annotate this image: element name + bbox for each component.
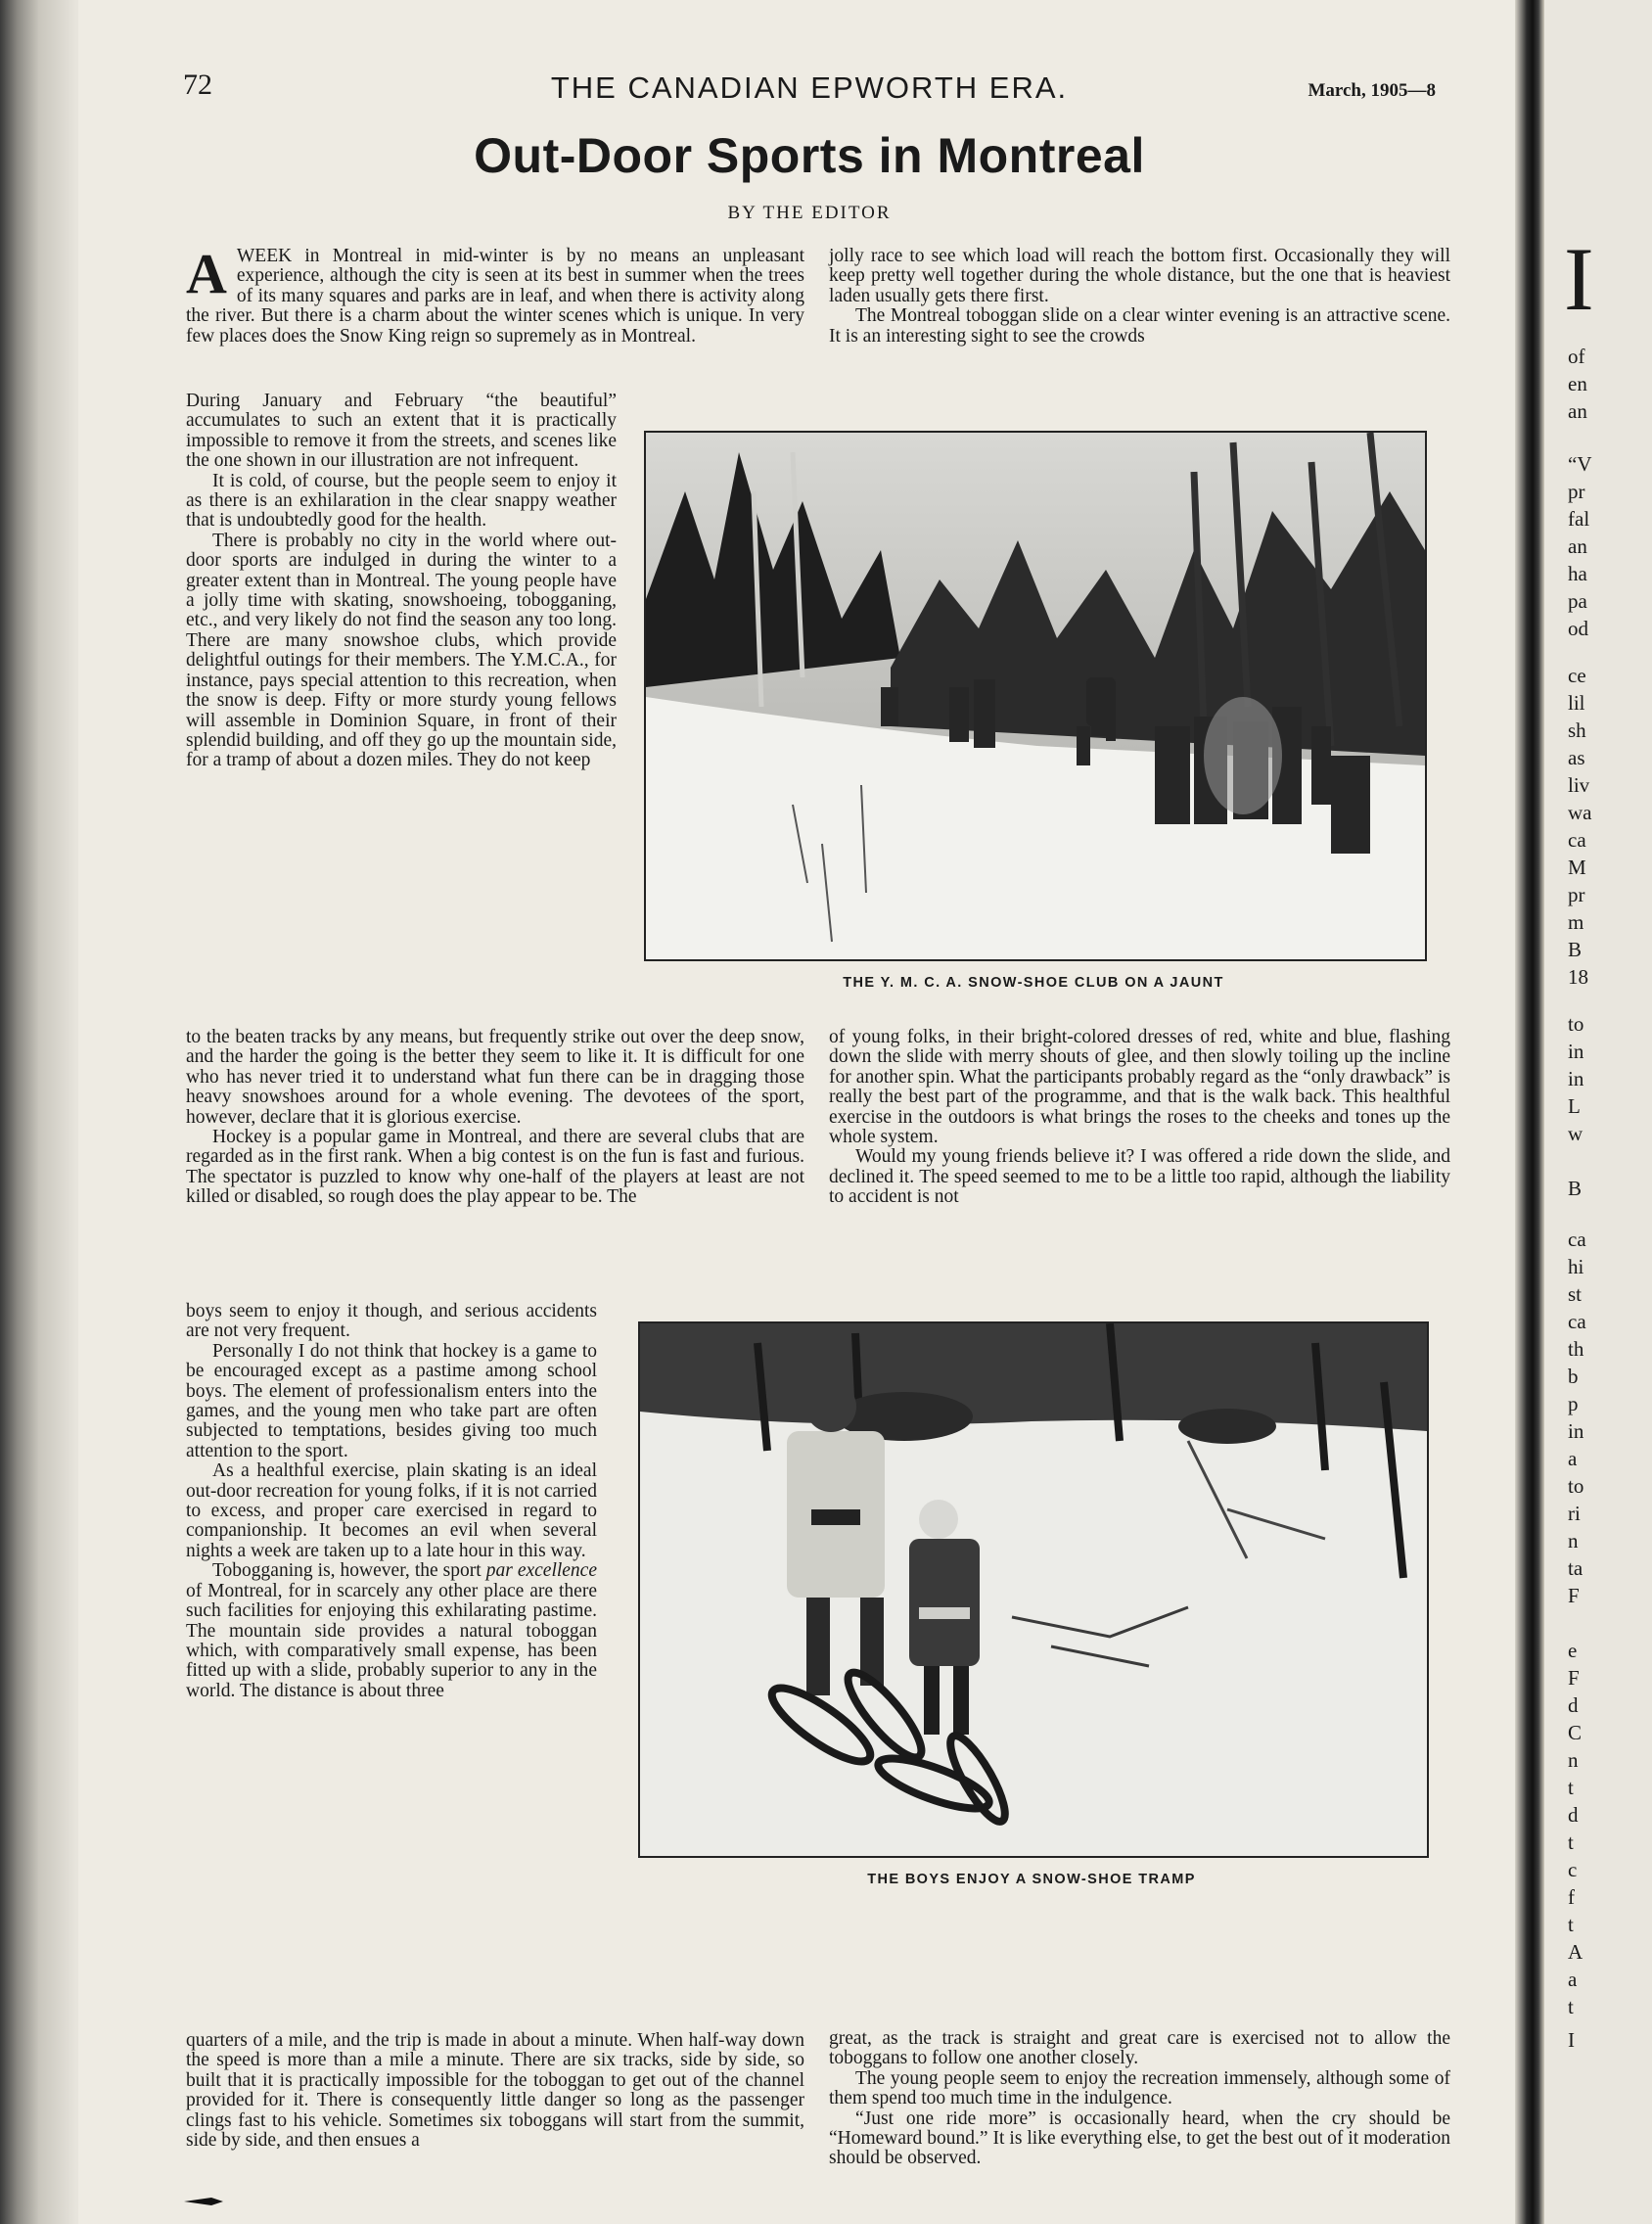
facing-page-fragment: of	[1568, 345, 1585, 368]
facing-page-fragment: an	[1568, 399, 1587, 423]
paragraph: During January and February “the beautiful” accumulates to such an extent that it is practically impossible to remove it from the streets, and scenes like the one shown in our illustration are not infrequent.	[186, 391, 617, 472]
facing-page-fragment: od	[1568, 617, 1588, 640]
facing-page-fragment: m	[1568, 910, 1584, 934]
facing-page-fragment: 18	[1568, 965, 1588, 989]
facing-page-fragment: liv	[1568, 773, 1590, 797]
facing-page-fragment: sh	[1568, 718, 1586, 742]
facing-page-fragment: “V	[1568, 452, 1592, 476]
facing-page-fragment: hi	[1568, 1255, 1584, 1278]
facing-page-fragment: M	[1568, 856, 1586, 879]
left-column-middle	[186, 1028, 804, 1208]
paragraph: boys seem to enjoy it though, and serious accidents are not very frequent.	[186, 1301, 597, 1342]
paragraph: The young people seem to enjoy the recreation immensely, although some of them spend too much time in the indulgence.	[829, 2067, 1450, 2109]
facing-page-fragment: L	[1568, 1094, 1581, 1118]
facing-page-fragment: pa	[1568, 589, 1587, 613]
page-binding-shadow	[0, 0, 78, 2224]
photo-boys-snowshoe-tramp	[638, 1321, 1429, 1858]
facing-page-fragment: C	[1568, 1721, 1583, 1744]
facing-page-fragment: lil	[1568, 691, 1585, 715]
facing-page-fragment: a	[1568, 1447, 1578, 1470]
journal-title: THE CANADIAN EPWORTH ERA.	[550, 70, 1069, 105]
facing-page-fragment: c	[1568, 1858, 1578, 1881]
paragraph: Personally I do not think that hockey is a game to be encouraged except as a pastime among school boys. The element of professionalism enters into the games, and the young men who take part are often subjected to temptations, besides giving too much attention to the sport.	[186, 1340, 597, 1461]
paragraph: quarters of a mile, and the trip is made in about a minute. When half-way down the speed is more than a mile a minute. There are six tracks, side by side, so built that it is practically impossible for the toboggan to get out of the channel provided for it. There is consequently little danger so long as the passenger clings fast to his vehicle. Sometimes six toboggans will start from the summit, side by side, and then ensues a	[186, 2030, 804, 2152]
facing-page-fragment: B	[1568, 1177, 1583, 1200]
facing-page-fragment: pr	[1568, 480, 1585, 503]
facing-page-fragment: d	[1568, 1693, 1579, 1717]
drop-cap: A	[186, 242, 227, 305]
article-byline: BY THE EDITOR	[727, 203, 892, 223]
article-title: Out-Door Sports in Montreal	[474, 128, 1145, 183]
left-column-bottom	[186, 2031, 804, 2151]
issue-date: March, 1905—8	[1308, 80, 1436, 101]
facing-page-fragment: ca	[1568, 1310, 1586, 1333]
left-column-narrow-1	[186, 392, 617, 771]
paragraph: Hockey is a popular game in Montreal, and there are several clubs that are regarded as in the first rank. When a big contest is on the fun is fast and furious. The spectator is puzzled to know why one-half of the players at least are not killed or disabled, so rough does the play appear to be. The	[186, 1127, 804, 1208]
facing-page-fragment: st	[1568, 1282, 1583, 1306]
photo-boys-snowshoe-tramp-image	[640, 1323, 1427, 1856]
facing-page-fragment: b	[1568, 1365, 1579, 1388]
right-column-bottom	[829, 2029, 1450, 2169]
facing-page-fragment: F	[1568, 1584, 1580, 1607]
paragraph: great, as the track is straight and great care is exercised not to allow the toboggans to follow one another closely.	[829, 2028, 1450, 2069]
facing-page-fragment: in	[1568, 1040, 1584, 1063]
facing-page-fragment: I	[1564, 229, 1594, 329]
facing-page-fragment: n	[1568, 1748, 1579, 1772]
facing-page-fragment: as	[1568, 746, 1585, 769]
facing-page-fragment: d	[1568, 1803, 1579, 1827]
facing-page-fragment: ca	[1568, 1228, 1586, 1251]
facing-page-fragment: B	[1568, 938, 1583, 961]
paragraph: As a healthful exercise, plain skating is an ideal out-door recreation for young folks, if it is not carried to excess, and proper care exercised in regard to companionship. It becomes an evil when several nights a week are taken up to a late hour in this way.	[186, 1460, 597, 1561]
pointing-hand-icon	[184, 2195, 223, 2208]
facing-page-fragment: a	[1568, 1968, 1578, 1991]
right-column-middle	[829, 1028, 1450, 1208]
facing-page-fragment: A	[1568, 1940, 1583, 1964]
facing-page-fragment: en	[1568, 372, 1587, 395]
paragraph: of young folks, in their bright-colored dresses of red, white and blue, flashing down the slide with merry shouts of glee, and then slowly toiling up the incline for another spin. What the participants probably regard as the “only drawback” is really the best part of the programme, and that is the walk back. This healthful exercise in the outdoors is what brings the roses to the cheeks and tones up the whole system.	[829, 1027, 1450, 1148]
facing-page-fragment: t	[1568, 1995, 1574, 2018]
book-gutter	[1515, 0, 1544, 2224]
facing-page-fragment: p	[1568, 1392, 1579, 1415]
facing-page-fragment: ri	[1568, 1502, 1581, 1525]
facing-page-fragment: ha	[1568, 562, 1587, 585]
left-column-narrow-2	[186, 1302, 597, 1701]
facing-page-fragment: to	[1568, 1012, 1584, 1036]
facing-page-fragment: in	[1568, 1419, 1584, 1443]
facing-page-edge	[1544, 0, 1652, 2224]
photo-snowshoe-club	[644, 431, 1427, 961]
paragraph: The Montreal toboggan slide on a clear winter evening is an attractive scene. It is an interesting sight to see the crowds	[829, 305, 1450, 347]
photo-snowshoe-club-image	[646, 433, 1425, 959]
facing-page-fragment: n	[1568, 1529, 1579, 1552]
paragraph: “Just one ride more” is occasionally heard, when the cry should be “Homeward bound.” It is like everything else, to get the best out of it moderation should be observed.	[829, 2108, 1450, 2169]
paragraph: jolly race to see which load will reach the bottom first. Occasionally they will keep pretty well together during the whole distance, but the one that is heaviest laden usually gets there first.	[829, 246, 1450, 306]
page-number: 72	[183, 69, 212, 101]
facing-page-fragment: pr	[1568, 883, 1585, 906]
facing-page-fragment: in	[1568, 1067, 1584, 1090]
paragraph: Tobogganing is, however, the sport par excellence of Montreal, for in scarcely any other place are there such facilities for enjoying this exhilarating pastime. The mountain side provides a natural toboggan which, with comparatively small expense, has been fitted up with a slide, probably superior to any in the world. The distance is about three	[186, 1560, 597, 1701]
facing-page-fragment: F	[1568, 1666, 1580, 1690]
facing-page-fragment: an	[1568, 534, 1587, 558]
right-column-top	[829, 247, 1450, 347]
paragraph: It is cold, of course, but the people seem to enjoy it as there is an exhilaration in the clear snappy weather that is undoubtedly good for the health.	[186, 470, 617, 532]
facing-page-fragment: w	[1568, 1122, 1583, 1145]
facing-page-fragment: t	[1568, 1776, 1574, 1799]
facing-page-fragment: I	[1568, 2028, 1575, 2052]
photo1-caption: THE Y. M. C. A. SNOW-SHOE CLUB ON A JAUNT	[843, 975, 1224, 991]
photo2-caption: THE BOYS ENJOY A SNOW-SHOE TRAMP	[867, 1872, 1196, 1887]
paragraph: to the beaten tracks by any means, but frequently strike out over the deep snow, and the harder the going is the better they seem to like it. It is difficult for one who has never tried it to understand what fun there can be in dragging those heavy snowshoes around for a whole evening. The devotees of the sport, however, declare that it is glorious exercise.	[186, 1027, 804, 1128]
facing-page-fragment: wa	[1568, 801, 1592, 824]
paragraph: WEEK in Montreal in mid-winter is by no means an unpleasant experience, although the city is seen at its best in summer when the trees of its many squares and parks are in leaf, and when there is activity along the river. But there is a charm about the winter scenes which is unique. In very few places does the Snow King reign so supremely as in Montreal.	[186, 246, 804, 347]
facing-page-fragment: ca	[1568, 828, 1586, 852]
facing-page-fragment: fal	[1568, 507, 1590, 531]
facing-page-fragment: t	[1568, 1830, 1574, 1854]
facing-page-fragment: t	[1568, 1913, 1574, 1936]
facing-page-fragment: f	[1568, 1885, 1575, 1909]
paragraph: Would my young friends believe it? I was offered a ride down the slide, and declined it. The speed seemed to me to be a little too rapid, although the liability to accident is not	[829, 1146, 1450, 1208]
facing-page-fragment: e	[1568, 1639, 1578, 1662]
facing-page-fragment: to	[1568, 1474, 1584, 1498]
paragraph: There is probably no city in the world where out-door sports are indulged in during the winter to a greater extent than in Montreal. The young people have a jolly time with skating, snowshoeing, tobogganing, etc., and very likely do not find the season any too long. There are many snowshoe clubs, which provide delightful outings for their members. The Y.M.C.A., for instance, pays special attention to this recreation, when the snow is deep. Fifty or more sturdy young fellows will assemble in Dominion Square, in front of their splendid building, and off they go up the mountain side, for a tramp of about a dozen miles. They do not keep	[186, 530, 617, 771]
left-column-intro	[186, 242, 804, 347]
facing-page-fragment: ta	[1568, 1556, 1583, 1580]
running-header	[183, 69, 1436, 112]
facing-page-fragment: ce	[1568, 664, 1586, 687]
facing-page-fragment: th	[1568, 1337, 1584, 1361]
